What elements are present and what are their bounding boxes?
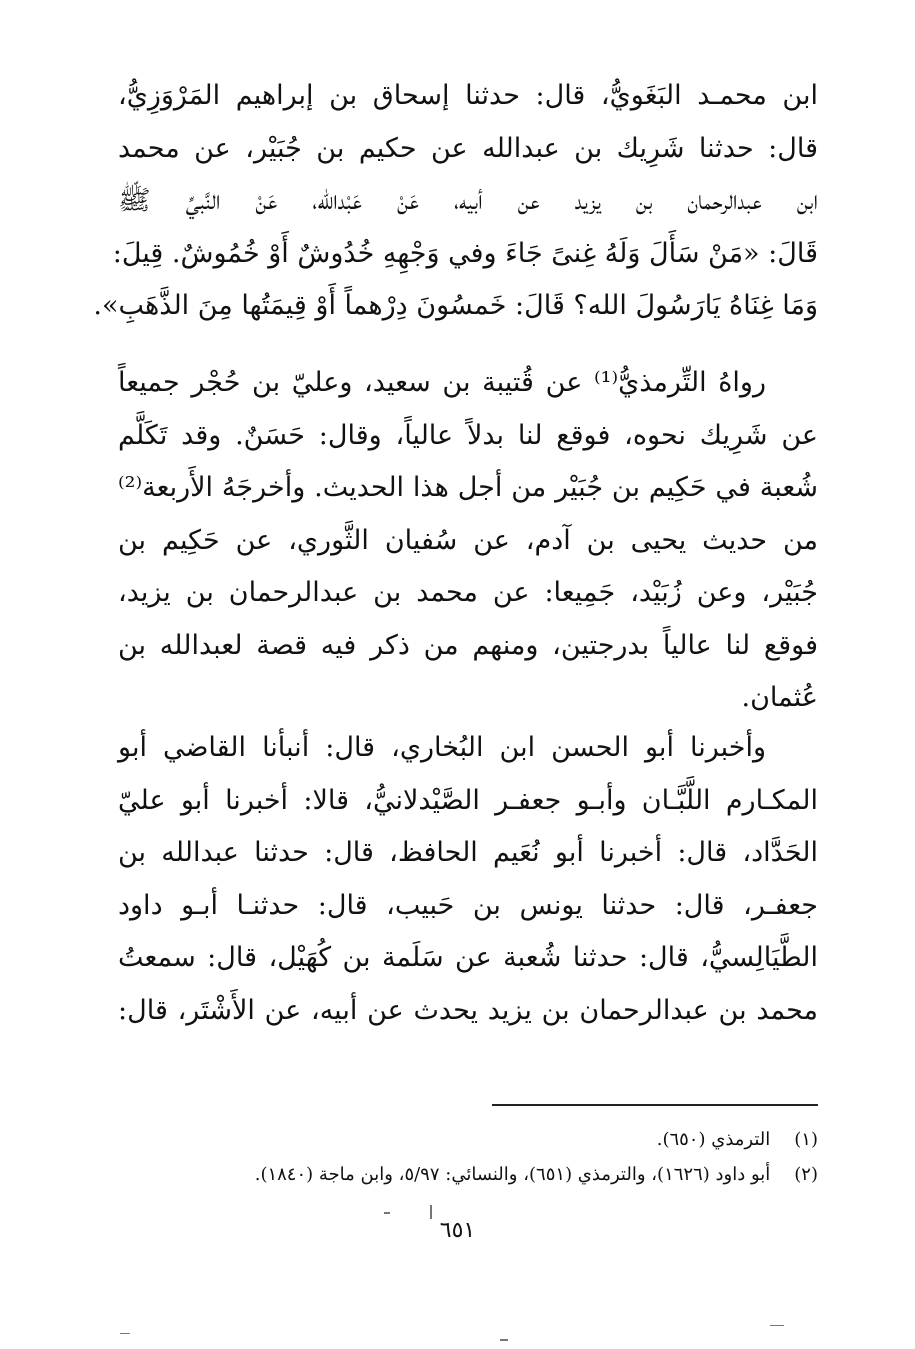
text-line: قَالَ: «مَنْ سَأَلَ وَلَهُ غِنىً جَاءَ وفي وَجْهِهِ خُدُوشٌ أَوْ خُمُوشٌ. قِيلَ: bbox=[112, 237, 818, 269]
scan-speck bbox=[384, 1212, 390, 1214]
text-line: وأخبرنا أبو الحسن ابن البُخاري، قال: أنبأنا القاضي أبو bbox=[118, 732, 766, 763]
footnote-text: الترمذي (٦٥٠). bbox=[656, 1129, 771, 1150]
footnote-number: (٢) bbox=[794, 1164, 818, 1185]
text-line: قال: حدثنا شَرِيك بن عبدالله عن حكيم بن جُبَيْر، عن محمد bbox=[118, 132, 818, 164]
text-line: عن شَرِيك نحوه، فوقع لنا بدلاً عالياً، وقال: حَسَنٌ. وقد تَكَلَّم bbox=[118, 419, 818, 451]
text-line: من حديث يحيى بن آدم، عن سُفيان الثَّوري، عن حَكِيم بن bbox=[118, 524, 818, 556]
footnotes bbox=[118, 1122, 818, 1192]
text-line: المكـارم اللَّبَّـان وأبـو جعفـر الصَّيْدلانيُّ، قالا: أخبرنا أبو عليّ bbox=[118, 784, 818, 816]
footnote-number: (١) bbox=[794, 1129, 818, 1150]
footnote bbox=[118, 1122, 818, 1157]
paragraph-second-chain bbox=[118, 722, 818, 1037]
scan-speck bbox=[770, 1325, 784, 1326]
footnote bbox=[118, 1157, 818, 1192]
scan-speck bbox=[430, 1205, 432, 1219]
text-line: جُبَيْر، وعن زُبَيْد، جَمِيعا: عن محمد بن عبدالرحمان بن يزيد، bbox=[118, 577, 818, 608]
page-number: ٦٥١ bbox=[439, 1218, 476, 1243]
text-line: ابن عبدالرحمان بن يزيد عن أبيه، عَنْ عَبْدالله، عَنْ النَّبيِّ ﷺ bbox=[118, 185, 818, 216]
text-line: عُثمان. bbox=[741, 682, 818, 713]
footnote-text: أبو داود (١٦٢٦)، والترمذي (٦٥١)، والنسائي: ٥/٩٧، وابن ماجة (١٨٤٠). bbox=[254, 1164, 771, 1185]
text-line: وَمَا غِنَاهُ يَارَسُولَ الله؟ قَالَ: خَمسُونَ دِرْهماً أَوْ قِيمَتُها مِنَ الذَّهَبِ». bbox=[93, 290, 818, 321]
paragraph-narration bbox=[118, 357, 818, 725]
text-line: الطَّيَالِسيُّ، قال: حدثنا شُعبة عن سَلَمة بن كُهَيْل، قال: سمعتُ bbox=[118, 942, 818, 973]
scan-speck bbox=[120, 1333, 130, 1334]
text-line: ابن محمـد البَغَويُّ، قال: حدثنا إسحاق بن إبراهيم المَرْوَزِيُّ، bbox=[118, 80, 818, 111]
text-line: رواهُ التِّرمذيُّ⁽¹⁾ عن قُتيبة بن سعيد، وعليّ بن حُجْر جميعاً bbox=[118, 367, 767, 398]
scan-speck bbox=[500, 1339, 508, 1341]
text-line: فوقع لنا عالياً بدرجتين، ومنهم من ذكر فيه قصة لعبدالله بن bbox=[118, 629, 818, 661]
text-line: الحَدَّاد، قال: أخبرنا أبو نُعَيم الحافظ، قال: حدثنا عبدالله بن bbox=[118, 837, 818, 868]
text-line: محمد بن عبدالرحمان بن يزيد يحدث عن أبيه، عن الأَشْتَر، قال: bbox=[118, 994, 818, 1026]
text-line: جعفـر، قال: حدثنا يونس بن حَبيب، قال: حدثنـا أبـو داود bbox=[118, 889, 818, 921]
text-line: شُعبة في حَكِيم بن جُبَيْر من أجل هذا الحديث. وأخرجَهُ الأَربعة⁽²⁾ bbox=[118, 472, 818, 503]
footnote-divider bbox=[492, 1104, 818, 1106]
paragraph-hadith-chain bbox=[93, 70, 818, 333]
